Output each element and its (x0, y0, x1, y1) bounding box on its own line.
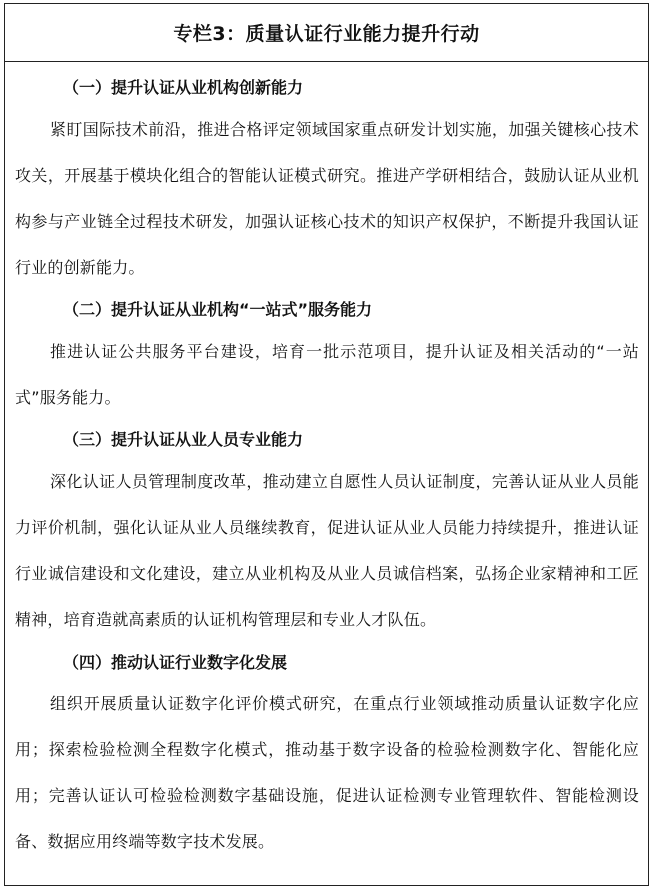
section-1-body: 紧盯国际技术前沿，推进合格评定领域国家重点研发计划实施，加强关键核心技术攻关，开展基于模块化组合的智能认证模式研究。推进产学研相结合，鼓励认证从业机构参与产业链全过程技术研发，加强认证核心技术的知识产权保护，不断提升我国认证行业的创新能力。 (15, 120, 639, 277)
box-content (5, 76, 648, 865)
section-1-heading: （一）提升认证从业机构创新能力 (63, 78, 304, 97)
section-3-body: 深化认证人员管理制度改革，推动建立自愿性人员认证制度，完善认证从业人员能力评价机制，强化认证从业人员继续教育，促进认证从业人员能力持续提升，推进认证行业诚信建设和文化建设，建立从业机构及从业人员诚信档案，弘扬企业家精神和工匠精神，培育造就高素质的认证机构管理层和专业人才队伍。 (15, 472, 639, 629)
section-4-heading: （四）推动认证行业数字化发展 (63, 653, 288, 672)
box-title: 专栏3：质量认证行业能力提升行动 (5, 4, 648, 62)
section-2-body: 推进认证公共服务平台建设，培育一批示范项目，提升认证及相关活动的“一站式”服务能力。 (15, 342, 639, 407)
section-2-heading: （二）提升认证从业机构“一站式”服务能力 (63, 300, 373, 319)
section-3-heading: （三）提升认证从业人员专业能力 (63, 430, 304, 449)
section-4-body: 组织开展质量认证数字化评价模式研究，在重点行业领域推动质量认证数字化应用；探索检验检测全程数字化模式，推动基于数字设备的检验检测数字化、智能化应用；完善认证认可检验检测数字基础设施，促进认证检测专业管理软件、智能检测设备、数据应用终端等数字技术发展。 (15, 694, 639, 851)
column-box (4, 3, 649, 886)
